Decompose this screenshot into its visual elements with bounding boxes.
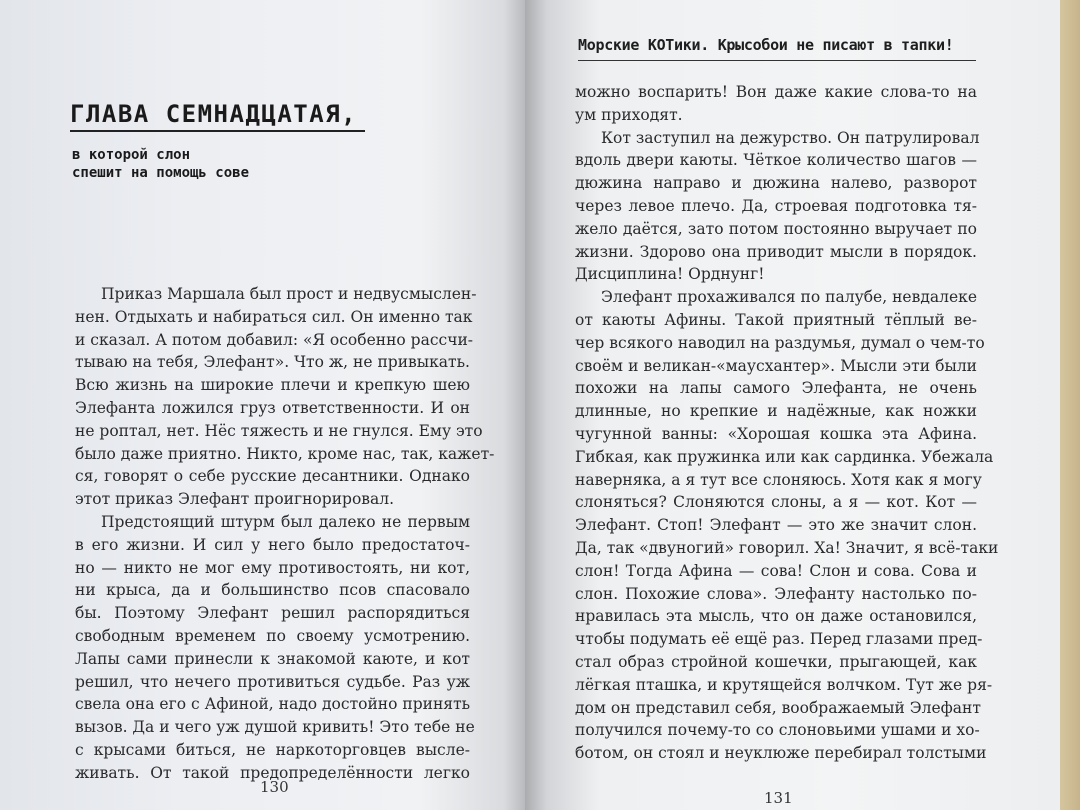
text-line: Элефант прохаживался по палубе, невдалеке (601, 288, 977, 307)
text-line: похожи на лапы самого Элефанта, не очень (575, 379, 977, 398)
text-line: ботом, он стоял и неуклюже перебирал толстыми (575, 744, 987, 763)
chapter-title: ГЛАВА СЕМНАДЦАТАЯ, (70, 100, 358, 128)
subtitle-line: спешит на помощь сове (72, 165, 250, 181)
text-line: и сказал. А потом добавил: «Я особенно рассчи- (75, 330, 474, 349)
text-line: вдоль двери каюты. Чёткое количество шагов — (575, 151, 977, 170)
text-line: нен. Отдыхать и набираться сил. Он именно так (75, 307, 473, 326)
text-line: жизни. Здорово она приводит мысли в порядок. (575, 242, 977, 261)
text-line: ум приходят. (575, 105, 683, 124)
text-line: Элефант. Стоп! Элефант — это же значит слон. (575, 516, 977, 535)
text-line: было даже приятно. Никто, кроме нас, так, кажет- (75, 444, 495, 463)
text-line: чугунной ванны: «Хорошая кошка эта Афина. (575, 424, 977, 443)
text-line: дом он представил себя, воображаемый Элефант (575, 698, 981, 717)
right-body-text (575, 81, 999, 765)
text-line: с крысами биться, не наркоторговцев высле- (75, 740, 470, 759)
text-line: получился почему-то со слоновьими ушами и хо- (575, 721, 980, 740)
text-line: живать. От такой предопределённости легко (75, 763, 470, 782)
header-rule (578, 60, 976, 61)
text-line: можно воспарить! Вон даже какие слова-то на (575, 83, 977, 101)
text-line: чер всякого наводил на раздумья, думал о чем-то (575, 333, 985, 352)
text-line: через левое плечо. Да, строевая подготовка тя- (575, 196, 977, 215)
text-line: решил, что нечего противиться судьбе. Раз уж (75, 672, 470, 691)
text-line: Предстоящий штурм был далеко не первым (101, 512, 470, 531)
text-line: Гибкая, как пружинка или как сардинка. Убежала (575, 447, 994, 466)
text-line: Приказ Маршала был прост и недвусмыслен- (101, 285, 477, 303)
subtitle-line: в которой слон (72, 147, 191, 163)
text-line: вызов. Да и чего уж душой кривить! Это тебе не (75, 718, 475, 737)
text-line: ни крыса, да и большинство псов спасовало (75, 581, 470, 600)
text-line: чтобы подумать её ещё раз. Перед глазами пред- (575, 630, 983, 649)
text-line: лёгкая пташка, и крутящейся волчком. Тут же ря- (575, 675, 993, 694)
text-line: Да, так «двуногий» говорил. Ха! Значит, я всё-таки (575, 538, 999, 557)
left-body-text (75, 283, 495, 785)
text-line: жело даётся, зато потом постоянно выручает по (575, 219, 977, 238)
text-line: не роптал, нет. Нёс тяжесть и не гнулся. Ему это (75, 421, 483, 440)
text-line: длинные, но крепкие и надёжные, как ножки (575, 402, 977, 421)
text-line: дюжина направо и дюжина налево, разворот (575, 174, 977, 193)
chapter-subtitle (72, 146, 249, 182)
text-line: своём и великан-«маусхантер». Мысли эти были (575, 356, 977, 375)
text-line: стал образ стройной кошечки, прыгающей, как (575, 652, 977, 671)
text-line: но — никто не мог ему противостоять, ни кот, (75, 558, 470, 577)
text-line: наверняка, а я тут все слоняюсь. Хотя как я могу (575, 470, 982, 489)
text-line: свободным временем по своему усмотрению. (75, 626, 470, 645)
text-line: от каюты Афины. Такой приятный тёплый ве- (575, 310, 977, 329)
text-line: ся, говорят о себе русские десантники. Однако (75, 467, 470, 486)
text-line: тываю на тебя, Элефант». Что ж, не привыкать. (75, 353, 470, 372)
text-line: слон. Похожие слова». Элефанту настолько по- (575, 584, 977, 603)
chapter-underline (70, 130, 365, 132)
text-line: Всю жизнь на широкие плечи и крепкую шею (75, 376, 470, 395)
page-number: 131 (764, 789, 793, 807)
text-line: этот приказ Элефант проигнорировал. (75, 490, 395, 509)
page-number: 130 (260, 778, 289, 796)
text-line: свела она его с Афиной, надо достойно принять (75, 695, 471, 714)
text-line: в его жизни. И сил у него было предостаточ- (75, 535, 470, 554)
running-head: Морские КОТики. Крысобои не писают в тапки! (578, 36, 954, 54)
text-line: Дисциплина! Орднунг! (575, 265, 765, 284)
text-line: нравилась эта мысль, что он даже остановился, (575, 607, 977, 626)
text-line: бы. Поэтому Элефант решил распорядиться (75, 604, 470, 623)
text-line: Кот заступил на дежурство. Он патрулировал (601, 128, 980, 147)
text-line: слоняться? Слоняются слоны, а я — кот. Кот — (575, 493, 977, 512)
text-line: Элефанта ложился груз ответственности. И он (75, 398, 470, 417)
text-line: Лапы сами принесли к знакомой каюте, и кот (75, 649, 470, 668)
text-line: слон! Тогда Афина — сова! Слон и сова. Сова и (575, 561, 977, 580)
